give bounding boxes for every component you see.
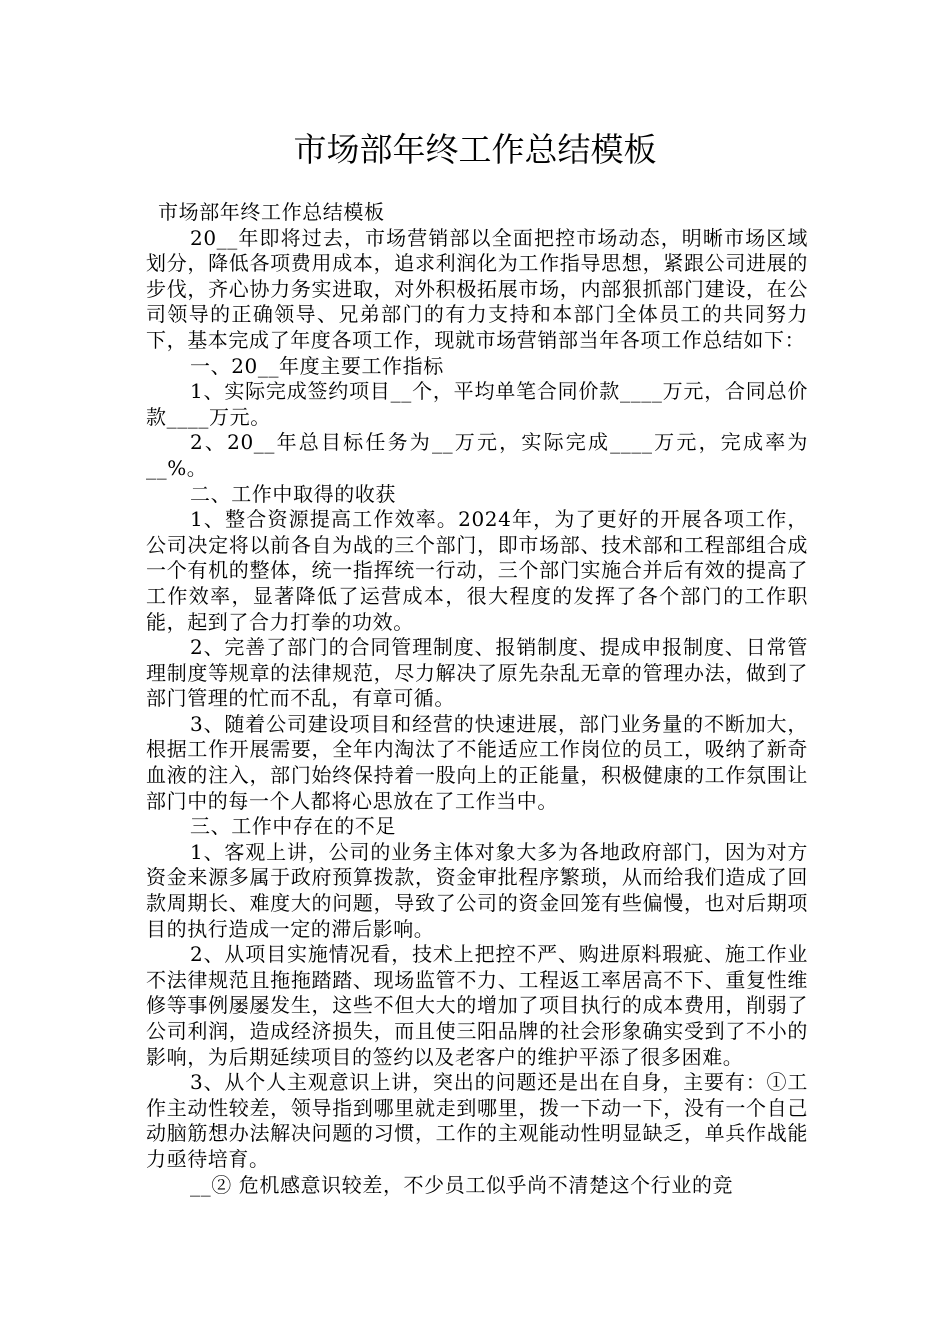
section-heading-shortcomings: 三、工作中存在的不足 <box>190 814 396 839</box>
shortcoming-paragraph-2: 2、从项目实施情况看，技术上把控不严、购进原料瑕疵、施工作业不法律规范且拖拖踏踏、现场监管不力、工程返工率居高不下、重复性维修等事例屡屡发生，这些不但大大的增加了项目执行的成本费用，削弱了公司利润，造成经济损失，而且使三阳品牌的社会形象确实受到了不小的影响，为后期延续项目的签约以及老客户的维护平添了很多困难。 <box>146 942 808 1069</box>
document-subtitle: 市场部年终工作总结模板 <box>158 200 385 224</box>
intro-paragraph: 20__年即将过去，市场营销部以全面把控市场动态，明晰市场区域划分，降低各项费用成本，追求利润化为工作指导思想，紧跟公司进展的步伐，齐心协力务实进取，对外积极拓展市场，内部狠抓部门建设，在公司领导的正确领导、兄弟部门的有力支持和本部门全体员工的共同努力下，基本完成了年度各项工作，现就市场营销部当年各项工作总结如下： <box>146 225 808 352</box>
section-heading-indicators: 一、20__年度主要工作指标 <box>190 353 444 378</box>
shortcoming-paragraph-4: __② 危机感意识较差，不少员工似乎尚不清楚这个行业的竞 <box>190 1172 734 1197</box>
achievement-paragraph-2: 2、完善了部门的合同管理制度、报销制度、提成申报制度、日常管理制度等规章的法律规范，尽力解决了原先杂乱无章的管理办法，做到了部门管理的忙而不乱，有章可循。 <box>146 635 808 711</box>
achievement-paragraph-3: 3、随着公司建设项目和经营的快速进展，部门业务量的不断加大，根据工作开展需要，全年内淘汰了不能适应工作岗位的员工，吸纳了新奇血液的注入，部门始终保持着一股向上的正能量，积极健康的工作氛围让部门中的每一个人都将心思放在了工作当中。 <box>146 711 808 813</box>
achievement-paragraph-1: 1、整合资源提高工作效率。2024年，为了更好的开展各项工作，公司决定将以前各自为战的三个部门，即市场部、技术部和工程部组合成一个有机的整体，统一指挥统一行动，三个部门实施合并后有效的提高了工作效率，显著降低了运营成本，很大程度的发挥了各个部门的工作职能，起到了合力打拳的功效。 <box>146 507 808 634</box>
shortcoming-paragraph-3: 3、从个人主观意识上讲，突出的问题还是出在自身，主要有：①工作主动性较差，领导指到哪里就走到哪里，拨一下动一下，没有一个自己动脑筋想办法解决问题的习惯，工作的主观能动性明显缺乏，单兵作战能力亟待培育。 <box>146 1070 808 1171</box>
document-body <box>146 200 808 1198</box>
document-title: 市场部年终工作总结模板 <box>293 130 657 169</box>
indicator-paragraph-2: 2、20__年总目标任务为__万元，实际完成____万元，完成率为__%。 <box>146 430 808 480</box>
shortcoming-paragraph-1: 1、客观上讲，公司的业务主体对象大多为各地政府部门，因为对方资金来源多属于政府预算拨款，资金审批程序繁琐，从而给我们造成了回款周期长、难度大的问题，导致了公司的资金回笼有些偏慢，也对后期项目的执行造成一定的滞后影响。 <box>146 839 808 941</box>
indicator-paragraph-1: 1、实际完成签约项目__个，平均单笔合同价款____万元，合同总价款____万元。 <box>146 379 808 429</box>
section-heading-achievements: 二、工作中取得的收获 <box>190 481 396 506</box>
